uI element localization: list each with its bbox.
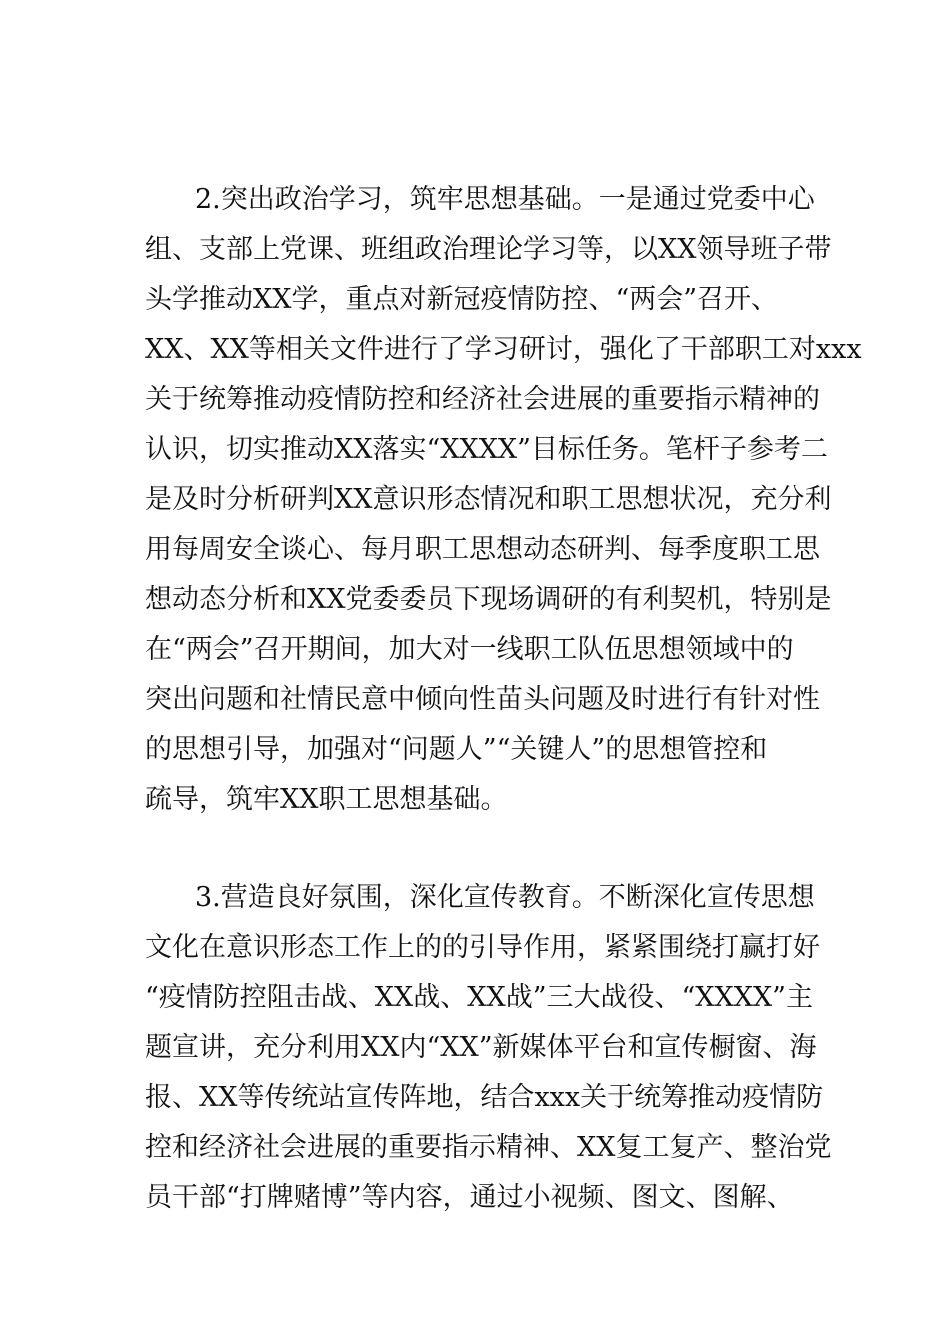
paragraph-line: 在“两会”召开期间，加大对一线职工队伍思想领域中的 <box>145 634 794 665</box>
paragraph-line: 想动态分析和XX党委委员下现场调研的有利契机，特别是 <box>145 584 832 615</box>
paragraph-line: 头学推动XX学，重点对新冠疫情防控、“两会”召开、 <box>145 284 779 315</box>
paragraph-line: 疏导，筑牢XX职工思想基础。 <box>145 784 508 815</box>
paragraph-line: 突出问题和社情民意中倾向性苗头问题及时进行有针对性 <box>145 684 820 715</box>
paragraph-line: 用每周安全谈心、每月职工思想动态研判、每季度职工思 <box>145 534 820 565</box>
paragraph-line: 关于统筹推动疫情防控和经济社会进展的重要指示精神的 <box>145 384 820 415</box>
paragraph-line: 2.突出政治学习，筑牢思想基础。一是通过党委中心 <box>195 184 815 215</box>
paragraph-line: 控和经济社会进展的重要指示精神、XX复工复产、整治党 <box>145 1132 832 1163</box>
paragraph-line: 的思想引导，加强对“问题人”“关键人”的思想管控和 <box>145 734 768 765</box>
paragraph-line: 文化在意识形态工作上的的引导作用，紧紧围绕打赢打好 <box>145 932 820 963</box>
paragraph-line: 3.营造良好氛围，深化宣传教育。不断深化宣传思想 <box>195 882 815 913</box>
paragraph-line: XX、XX等相关文件进行了学习研讨，强化了干部职工对xxx <box>145 334 862 365</box>
paragraph-line: 是及时分析研判XX意识形态情况和职工思想状况，充分利 <box>145 484 832 515</box>
paragraph-line: 认识，切实推动XX落实“XXXX”目标任务。笔杆子参考二 <box>145 434 828 465</box>
paragraph-line: 员干部“打牌赌博”等内容，通过小视频、图文、图解、 <box>145 1182 794 1213</box>
paragraph-line: 报、XX等传统站宣传阵地，结合xxx关于统筹推动疫情防 <box>145 1082 824 1113</box>
paragraph-line: 题宣讲，充分利用XX内“XX”新媒体平台和宣传橱窗、海 <box>145 1032 817 1063</box>
paragraph-line: 组、支部上党课、班组政治理论学习等，以XX领导班子带 <box>145 234 832 265</box>
paragraph-line: “疫情防控阻击战、XX战、XX战”三大战役、“XXXX”主 <box>145 982 813 1013</box>
